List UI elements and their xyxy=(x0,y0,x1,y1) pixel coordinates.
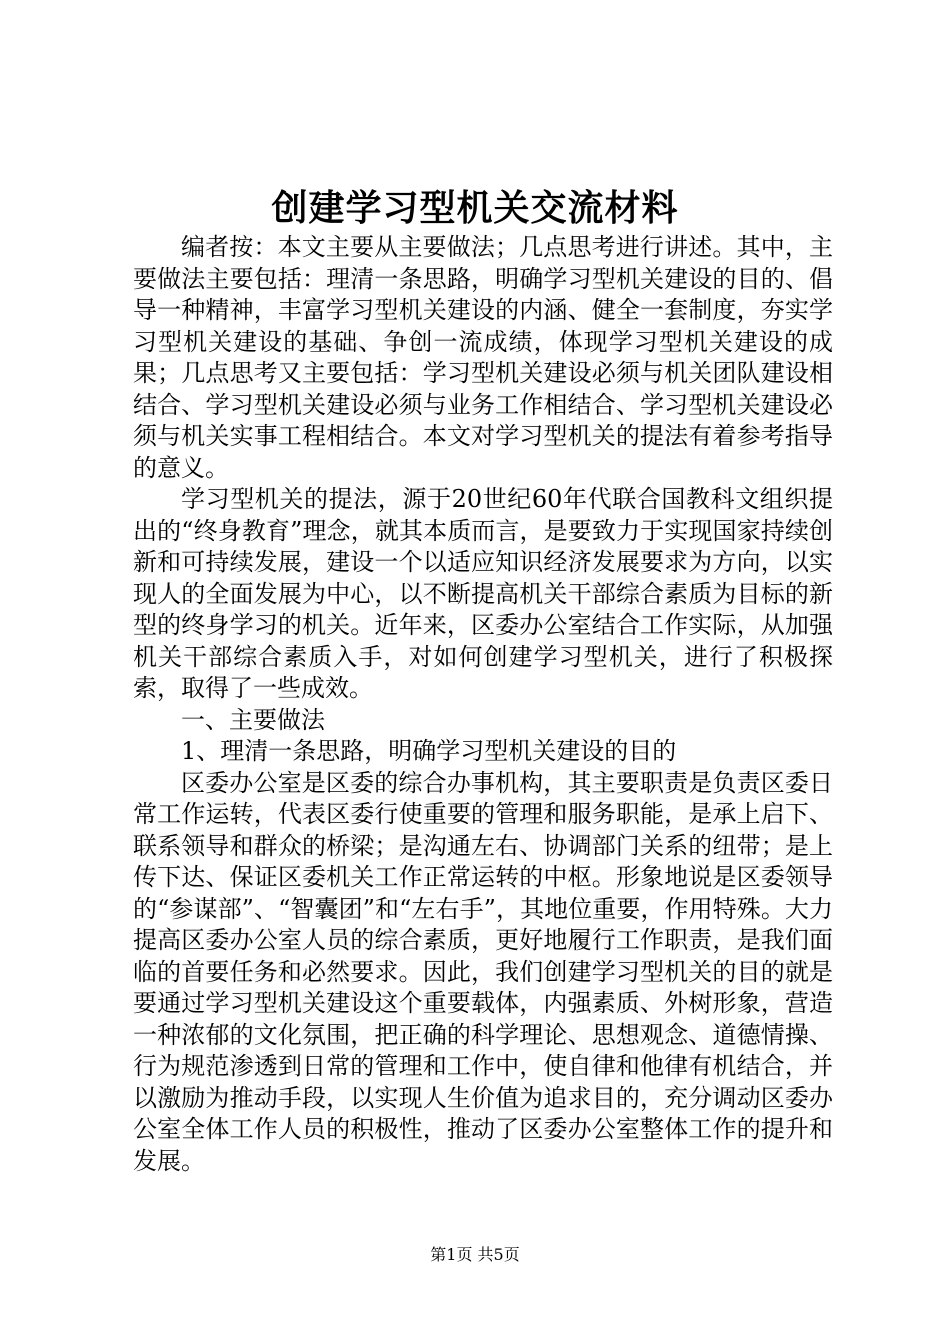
body-paragraph: 区委办公室是区委的综合办事机构，其主要职责是负责区委日常工作运转，代表区委行使重要的管理和服务职能，是承上启下、联系领导和群众的桥梁；是沟通左右、协调部门关系的纽带；是上传下达、保证区委机关工作正常运转的中枢。形象地说是区委领导的“参谋部”、“智囊团”和“左右手”，其地位重要，作用特殊。大力提高区委办公室人员的综合素质，更好地履行工作职责，是我们面临的首要任务和必然要求。因此，我们创建学习型机关的目的就是要通过学习型机关建设这个重要载体，内强素质、外树形象，营造一种浓郁的文化氛围，把正确的科学理论、思想观念、道德情操、行为规范渗透到日常的管理和工作中，使自律和他律有机结合，并以激励为推动手段，以实现人生价值为追求目的，充分调动区委办公室全体工作人员的积极性，推动了区委办公室整体工作的提升和发展。 xyxy=(133,768,833,1175)
editor-note-paragraph: 编者按：本文主要从主要做法；几点思考进行讲述。其中，主要做法主要包括：理清一条思路，明确学习型机关建设的目的、倡导一种精神，丰富学习型机关建设的内涵、健全一套制度，夯实学习型机关建设的基础、争创一流成绩，体现学习型机关建设的成果；几点思考又主要包括：学习型机关建设必须与机关团队建设相结合、学习型机关建设必须与业务工作相结合、学习型机关建设必须与机关实事工程相结合。本文对学习型机关的提法有着参考指导的意义。 xyxy=(133,233,833,482)
subsection-heading: 1、理清一条思路，明确学习型机关建设的目的 xyxy=(181,737,677,765)
document-title: 创建学习型机关交流材料 xyxy=(271,187,679,229)
page-number-footer: 第1页 共5页 xyxy=(430,1245,520,1264)
section-heading: 一、主要做法 xyxy=(181,705,325,734)
intro-paragraph: 学习型机关的提法，源于20世纪60年代联合国教科文组织提出的“终身教育”理念，就其本质而言，是要致力于实现国家持续创新和可持续发展，建设一个以适应知识经济发展要求为方向，以实现人的全面发展为中心，以不断提高机关干部综合素质为目标的新型的终身学习的机关。近年来，区委办公室结合工作实际，从加强机关干部综合素质入手，对如何创建学习型机关，进行了积极探索，取得了一些成效。 xyxy=(133,485,833,702)
document-body xyxy=(133,232,833,1177)
